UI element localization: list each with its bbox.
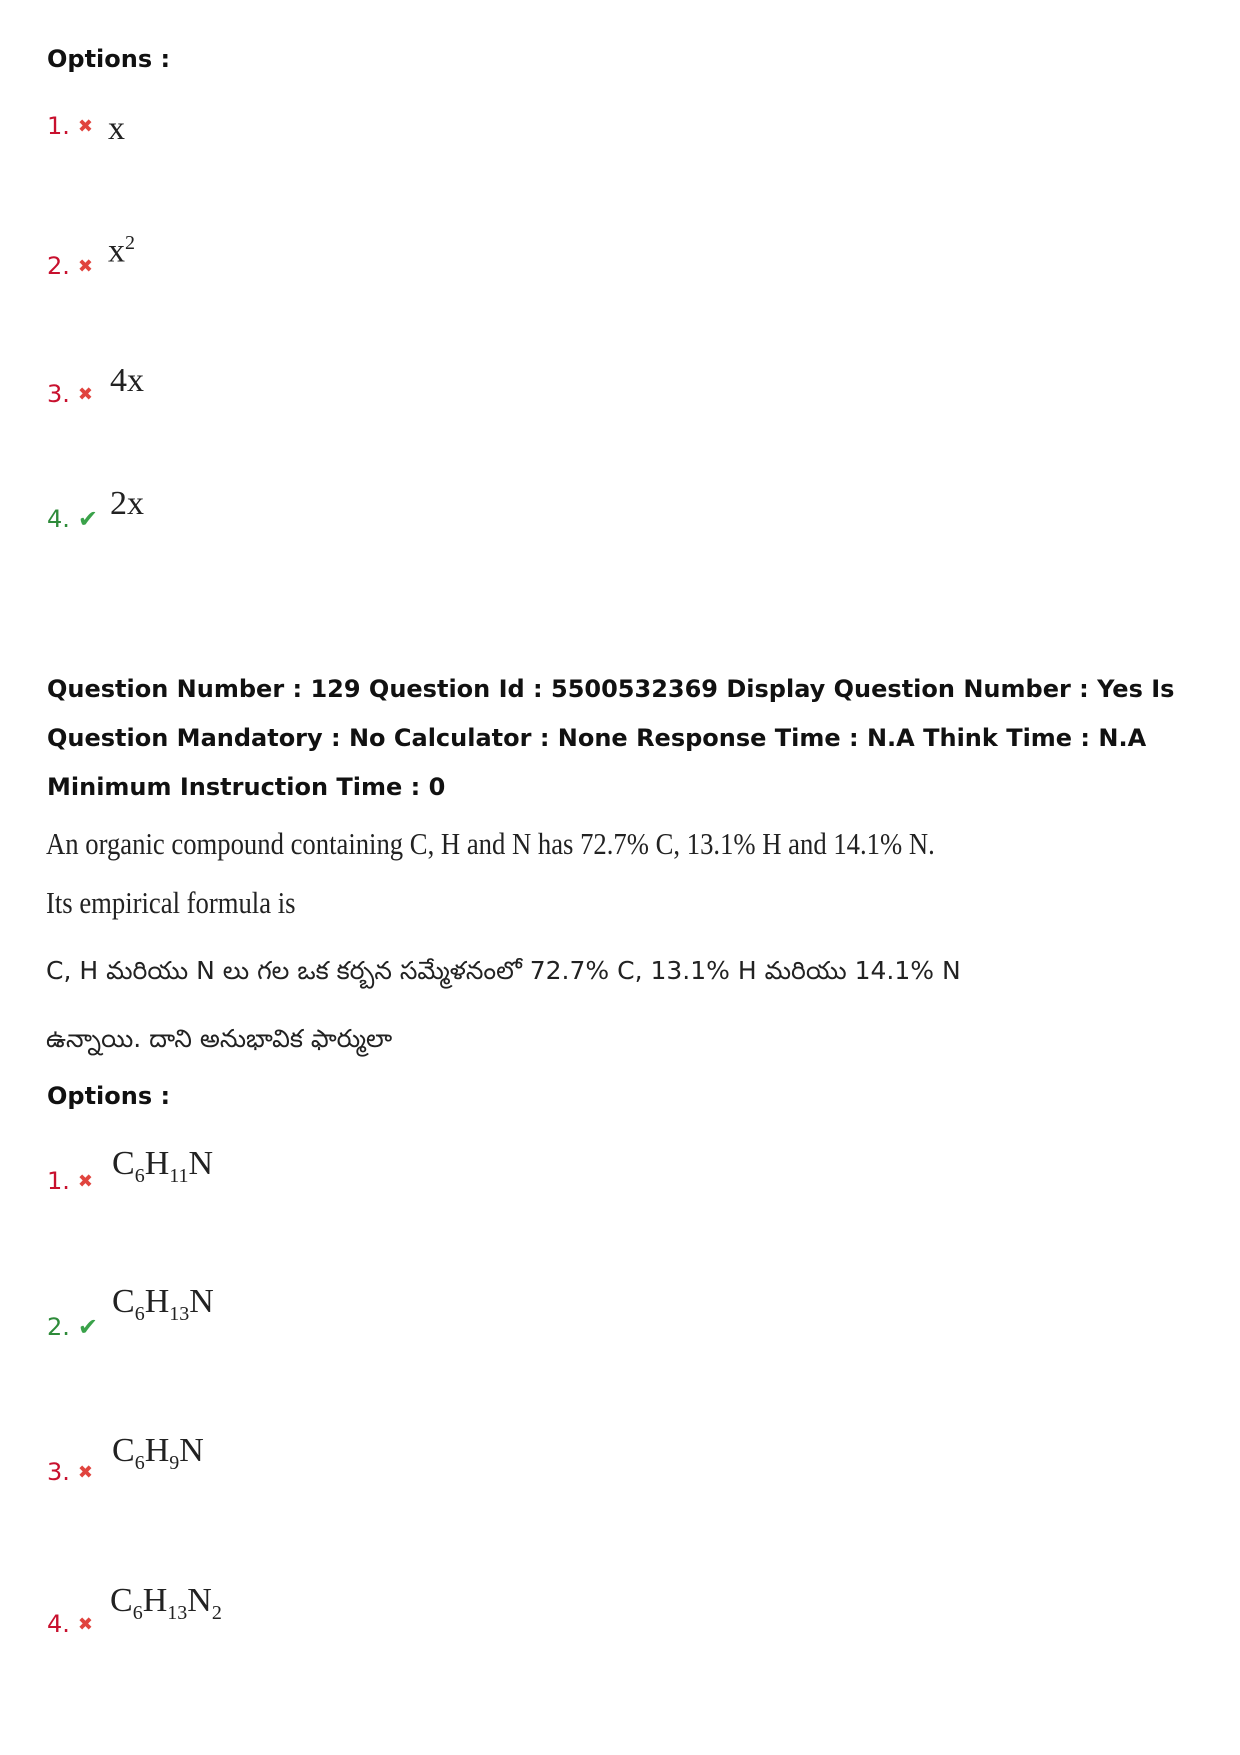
formula-element: H: [144, 1145, 170, 1182]
question-meta: Question Number : 129 Question Id : 5500532369 Display Question Number : Yes Is Question Mandatory : No Calculator : None Response Time : N.A Think Time : N.A Minimum Instruction Time : 0: [47, 675, 1175, 801]
formula-subscript: 6: [134, 1164, 145, 1187]
question-text-english-line1: An organic compound containing C, H and N has 72.7% C, 13.1% H and 14.1% N.: [46, 826, 935, 861]
option-number: 4.: [47, 1610, 70, 1638]
option-row: [47, 1167, 93, 1195]
formula-subscript: 11: [169, 1164, 189, 1187]
option-number: 2.: [47, 252, 70, 280]
cross-icon: ✖: [77, 1614, 93, 1635]
option-row: [47, 112, 93, 140]
answer-base: x: [108, 232, 125, 270]
formula-element: N: [189, 1283, 214, 1320]
option-row: [47, 380, 93, 408]
formula-subscript: 6: [132, 1601, 143, 1624]
option-number: 3.: [47, 380, 70, 408]
option-number: 4.: [47, 505, 70, 533]
answer-exponent: 2: [125, 232, 135, 254]
option-row: [47, 1313, 98, 1341]
question-text-telugu-line1: C, H మరియు N లు గల ఒక కర్బన సమ్మేళనంలో 72.7% C, 13.1% H మరియు 14.1% N: [46, 956, 961, 985]
formula-element: C: [110, 1582, 133, 1619]
cross-icon: ✖: [77, 1462, 93, 1483]
formula-answer: [112, 1145, 213, 1188]
formula-answer: [110, 1582, 222, 1625]
formula-subscript: 13: [169, 1302, 190, 1325]
formula-element: C: [112, 1432, 135, 1469]
formula-subscript: 6: [134, 1451, 145, 1474]
formula-element: C: [112, 1283, 135, 1320]
formula-element: N: [187, 1582, 212, 1619]
check-icon: ✔: [77, 505, 99, 533]
question-text-english-line2: Its empirical formula is: [46, 885, 296, 920]
formula-element: N: [188, 1145, 214, 1182]
option-number: 1.: [47, 1167, 70, 1195]
option-number: 3.: [47, 1458, 70, 1486]
formula-element: N: [179, 1432, 204, 1469]
formula-subscript: 2: [211, 1601, 222, 1624]
formula-element: C: [112, 1145, 135, 1182]
check-icon: ✔: [77, 1313, 99, 1341]
option-number: 2.: [47, 1313, 70, 1341]
option-answer: x: [108, 110, 125, 147]
cross-icon: ✖: [77, 256, 93, 277]
question-text-telugu-line2: ఉన్నాయి. దాని అనుభావిక ఫార్ములా: [46, 1024, 393, 1053]
cross-icon: ✖: [77, 1171, 93, 1192]
options-heading: Options :: [47, 45, 171, 73]
formula-element: H: [144, 1432, 170, 1469]
formula-element: H: [142, 1582, 168, 1619]
formula-answer: [112, 1283, 214, 1326]
cross-icon: ✖: [77, 116, 93, 137]
options-heading: Options :: [47, 1082, 171, 1110]
formula-subscript: 13: [167, 1601, 188, 1624]
option-row: [47, 1610, 93, 1638]
formula-subscript: 6: [134, 1302, 145, 1325]
cross-icon: ✖: [77, 384, 93, 405]
option-answer: 2x: [110, 485, 144, 522]
option-row: [47, 252, 93, 280]
formula-answer: [112, 1432, 204, 1475]
option-number: 1.: [47, 112, 70, 140]
option-row: [47, 1458, 93, 1486]
formula-subscript: 9: [169, 1451, 180, 1474]
option-answer: [108, 232, 135, 270]
formula-element: H: [144, 1283, 170, 1320]
option-row: [47, 505, 98, 533]
option-answer: 4x: [110, 362, 144, 399]
